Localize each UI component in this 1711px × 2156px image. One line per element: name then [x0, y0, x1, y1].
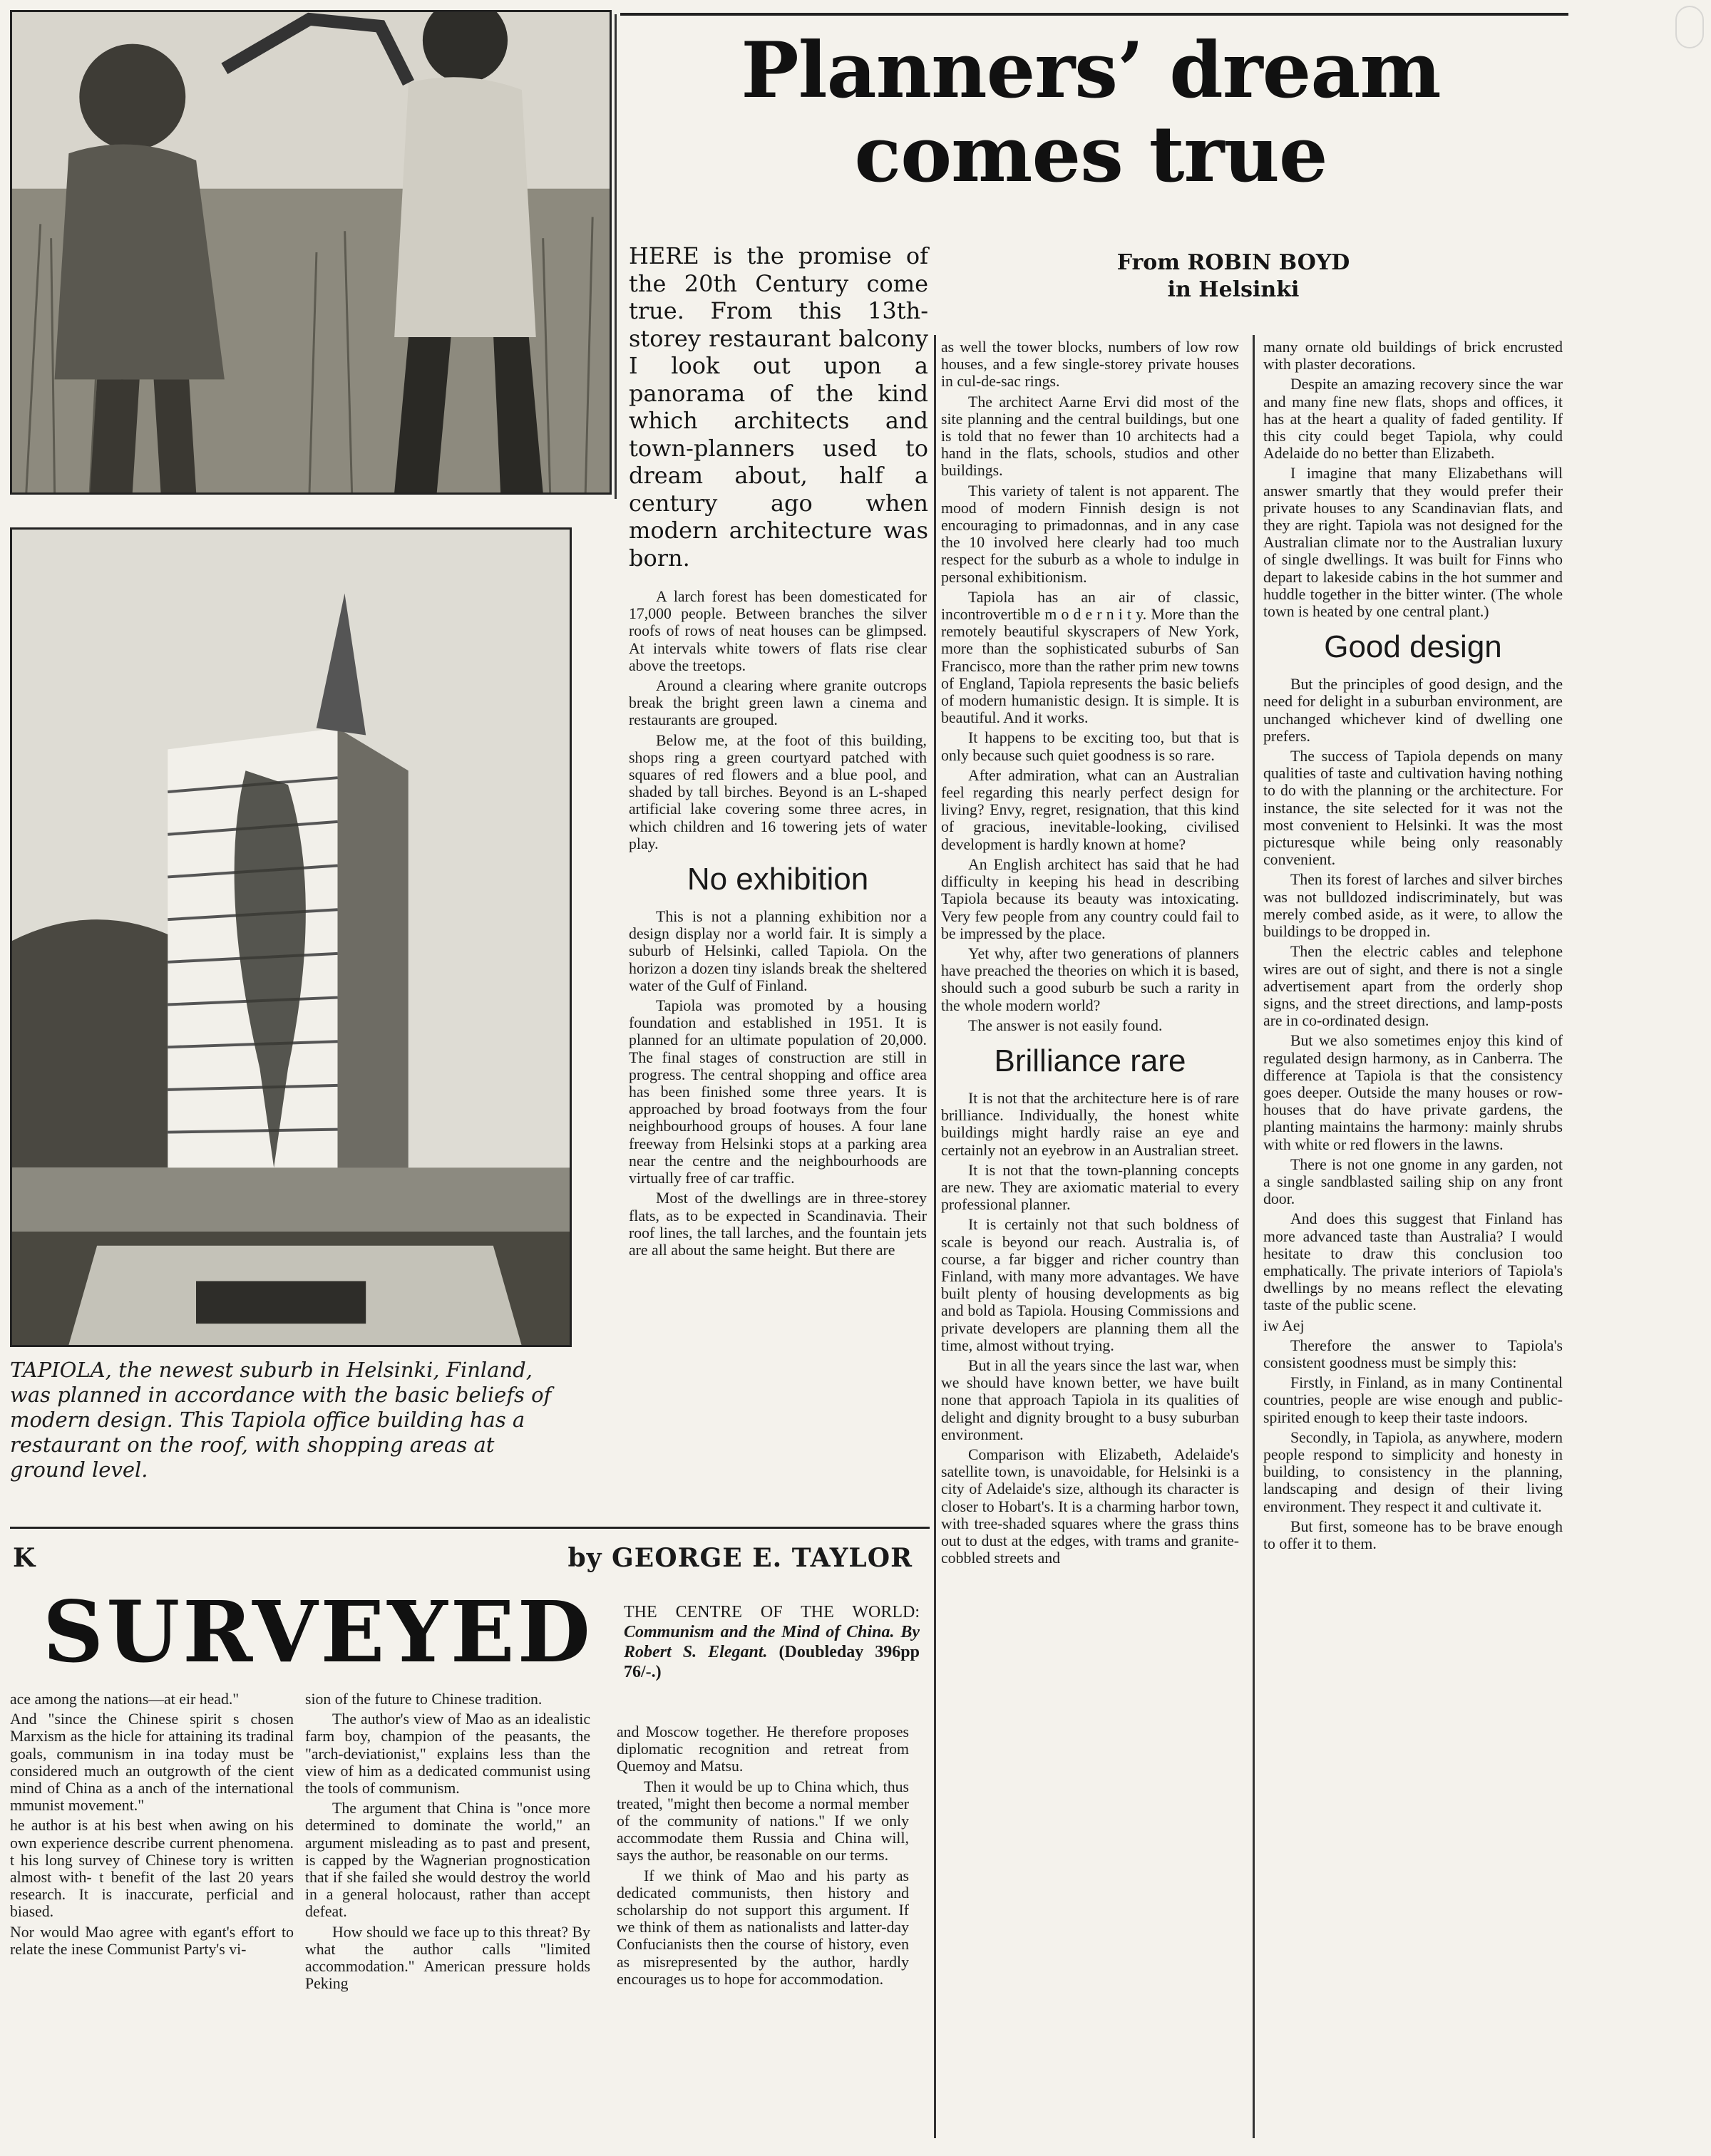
- paragraph: Most of the dwellings are in three-storey flats, as to be expected in Scandinavia. Their roof lines, the tall larches, and the fountain jets are all about the same height. But there are: [629, 1190, 927, 1259]
- author-byline: [1084, 249, 1383, 304]
- review-column-c: [617, 1723, 909, 1991]
- stray-print: iw Aej: [1263, 1316, 1305, 1334]
- headline-line1: Planners’ dream: [741, 26, 1441, 115]
- paragraph: The author's view of Mao as an idealistic farm boy, champion of the peasants, the "arch-deviationist," explains less than the view of him as a dedicated communist using the tools of communism.: [305, 1711, 590, 1797]
- paragraph: ace among the nations—at eir head.": [10, 1691, 240, 1708]
- paragraph: This is not a planning exhibition nor a design display nor a world fair. It is simply a suburb of Helsinki, called Tapiola. On the horizon a dozen tiny islands break the sheltered water of the Gulf of Finland.: [629, 908, 927, 994]
- column-rule: [615, 14, 617, 499]
- paragraph: Secondly, in Tapiola, as anywhere, modern people respond to simplicity and honesty in building, to consistency in the planning, landscaping and design of their living environment. They respect it and cultivate it.: [1263, 1428, 1563, 1515]
- article-column-1: [629, 588, 927, 1262]
- byline-author: From ROBIN BOYD: [1116, 250, 1350, 275]
- review-byline: by GEORGE E. TAYLOR: [567, 1543, 913, 1573]
- paragraph: he author is at his best when awing on his own experience describe current phenomena. t his long survey of Chinese tory is written almost with- t benefit of the last 20 years research. It is inaccurate, perficial and biased.: [10, 1817, 294, 1921]
- paragraph: Then it would be up to China which, thus treated, "might then become a normal member of the community of nations." If we only accommodate them Russia and China will, says the author, be reasonable on our terms.: [617, 1778, 909, 1864]
- paragraph: The architect Aarne Ervi did most of the site planning and the central buildings, but one is told that no fewer than 10 architects had a hand in the flats, schools, studios and other buildings.: [941, 393, 1239, 480]
- paragraph: Yet why, after two generations of planners have preached the theories on which it is based, should such a good suburb be such a rarity in the whole modern world?: [941, 944, 1239, 1014]
- paragraph: But in all the years since the last war, when we should have known better, we have built none that approach Tapiola in its qualities of delight and dignity brought to a busy suburban environment.: [941, 1356, 1239, 1443]
- paragraph: Comparison with Elizabeth, Adelaide's satellite town, is unavoidable, for Helsinki is a city of Adelaide's size, although its character is closer to Hobart's. It is a charming harbor town, with tree-shaded squares where the grass thins out to dust at the edges, with trams and granite-cobbled streets and: [941, 1445, 1239, 1567]
- paragraph: Then the electric cables and telephone wires are out of sight, and there is not a single advertisement apart from the orderly shop signs, and the street directions, and lamp-posts are in co-ordinated design.: [1263, 943, 1563, 1030]
- paragraph: The success of Tapiola depends on many qualities of taste and cultivation having nothing to do with the planning or the architecture. For instance, the site selected for it was not the most convenient to Helsinki. It was the most picturesque while being only reasonably convenient.: [1263, 748, 1563, 869]
- paragraph: Tapiola was promoted by a housing foundation and established in 1951. It is planned for an ultimate population of 20,000. The final stages of construction are still in progress. The central shopping and office area has been finished some three years. It is approached by broad footways from the four neighbourhood groups of houses. A four lane freeway from Helsinki stops at a parking area near the centre and the neighbourhoods are virtually free of car traffic.: [629, 997, 927, 1187]
- paragraph: But first, someone has to be brave enough to offer it to them.: [1263, 1517, 1563, 1552]
- paragraph: But we also sometimes enjoy this kind of regulated design harmony, as in Canberra. The difference at Tapiola is that the consistency goes deeper. Outside the many houses or row-houses that do have private gardens, the planting maintains the harmony: mainly shrubs with white or red flowers in the lawns.: [1263, 1032, 1563, 1153]
- paragraph: Then its forest of larches and silver birches was not bulldozed indiscriminately, but was merely combed aside, as it were, to allow the buildings to be dropped in.: [1263, 871, 1563, 941]
- paragraph: If we think of Mao and his party as dedicated communists, then history and scholarship do not support this argument. If we think of them as nationalists and latter-day Confucianists then the course of history, even as misrepresented by the author, hardly encourages us to hope for accommodation.: [617, 1867, 909, 1988]
- subhead-good-design: Good design: [1324, 629, 1502, 665]
- subhead-no-exhibition: No exhibition: [687, 862, 869, 897]
- paragraph: A larch forest has been domesticated for 17,000 people. Between branches the silver roofs of rows of neat houses can be glimpsed. At intervals white towers of flats rise clear above the treetops.: [629, 588, 927, 674]
- paragraph: I imagine that many Elizabethans will answer smartly that they would prefer their private houses to any Scandinavian flats, and they are right. Tapiola was not designed for the Australian climate nor to the Australian luxury of single dwellings. It was built for Finns who depart to lakeside cabins in the hot summer and huddle together in the bitter winter. (The whole town is heated by one central plant.): [1263, 465, 1563, 621]
- paragraph: Firstly, in Finland, as in many Continental countries, people are wise enough and public-spirited enough to keep their taste indoors.: [1263, 1374, 1563, 1426]
- paragraph: And "since the Chinese spirit s chosen Marxism as the hicle for attaining its tradinal goals, communism in ina today must be considered much an outgrowth of the cient mind of China as a anch of the international mmunist movement.": [10, 1711, 294, 1815]
- paragraph: Therefore the answer to Tapiola's consistent goodness must be simply this:: [1263, 1336, 1563, 1371]
- article-column-3: [1263, 339, 1563, 1555]
- paragraph: and Moscow together. He therefore proposes diplomatic recognition and retreat from Quemoy and Matsu.: [617, 1723, 909, 1775]
- paragraph: There is not one gnome in any garden, not a single sandblasted sailing ship on any front door.: [1263, 1155, 1563, 1208]
- paragraph: sion of the future to Chinese tradition.: [305, 1691, 543, 1708]
- grass-scene-illustration: [12, 12, 610, 492]
- book-title: THE CENTRE OF THE WORLD:: [624, 1603, 920, 1621]
- photo-tapiola-tower: [10, 527, 572, 1347]
- paragraph: The argument that China is "once more determined to dominate the world," an argument misleading as to past and present, is capped by the Wagnerian prognostication that if she failed she would destroy the world in a general holocaust, rather than accept defeat.: [305, 1800, 590, 1921]
- column-rule: [1253, 335, 1255, 2138]
- book-publisher: (Doubleday 396pp 76/-.): [624, 1643, 920, 1681]
- review-kicker: K: [13, 1543, 36, 1573]
- paragraph: It is not that the architecture here is of rare brilliance. Individually, the honest white buildings might hardly raise an eye and certainly not an eyebrow in an Australian street.: [941, 1089, 1239, 1159]
- tapiola-tower-illustration: [12, 530, 570, 1345]
- paragraph: Tapiola has an air of classic, incontrovertible m o d e r n i t y. More than the remotely beautiful skyscrapers of New York, more than the sophisticated suburbs of San Francisco, more than the rather prim new towns of England, Tapiola represents the basic beliefs of modern humanistic design. It is simple. It is beautiful. And it works.: [941, 588, 1239, 727]
- paragraph: Below me, at the foot of this building, shops ring a green courtyard patched with squares of red flowers and a blue pool, and shaded by tall birches. Beyond is an L-shaped artificial lake covering some three acres, in which children and 16 towering jets of water play.: [629, 731, 927, 852]
- headline: [627, 26, 1554, 200]
- book-info: [624, 1602, 920, 1682]
- paragraph: It is not that the town-planning concepts are new. They are axiomatic material to every professional planner.: [941, 1161, 1239, 1214]
- review-rule: [10, 1527, 930, 1529]
- paragraph: An English architect has said that he had difficulty in keeping his head in describing Tapiola because its beauty was intoxicating. Very few people from any country could fail to be impressed by the place.: [941, 855, 1239, 942]
- paragraph: Nor would Mao agree with egant's effort to relate the inese Communist Party's vi-: [10, 1923, 294, 1958]
- scan-edge-mark: [1675, 6, 1704, 48]
- paragraph: Despite an amazing recovery since the war and many fine new flats, shops and offices, it has at the heart a quality of faded gentility. If this city could beget Tapiola, why could Adelaide do no better than Elizabeth.: [1263, 376, 1563, 463]
- intro-paragraph: HERE is the promise of the 20th Century come true. From this 13th-storey restaurant balcony I look out upon a panorama of the kind which architects and town-planners used to dream about, half a century ago when modern architecture was born.: [629, 242, 928, 572]
- headline-line2: comes true: [854, 110, 1327, 200]
- paragraph: It is certainly not that such boldness of scale is beyond our reach. Australia is, of course, a far bigger and richer country than Finland, with many more advantages. We have built plenty of housing developments as big and bold as Tapiola. Housing Commissions and private developers are planning them all the time, almost without trying.: [941, 1216, 1239, 1354]
- paragraph: It happens to be exciting too, but that is only because such quiet goodness is so rare.: [941, 729, 1239, 764]
- paragraph: How should we face up to this threat? By what the author calls "limited accommodation." American pressure holds Peking: [305, 1923, 590, 1993]
- photo-people-in-grass: [10, 10, 612, 495]
- review-column-b: [305, 1691, 590, 1995]
- paragraph: This variety of talent is not apparent. The mood of modern Finnish design is not encouraging to primadonnas, and in any case the 10 involved here clearly had too much respect for the suburb as a whole to indulge in personal exhibitionism.: [941, 482, 1239, 586]
- review-headline: SURVEYED: [43, 1582, 593, 1681]
- column-rule: [934, 335, 936, 2138]
- byline-location: in Helsinki: [1167, 277, 1300, 302]
- paragraph: as well the tower blocks, numbers of low row houses, and a few single-storey private houses in cul-de-sac rings.: [941, 339, 1239, 391]
- paragraph: After admiration, what can an Australian feel regarding this nearly perfect design for living? Envy, regret, resignation, that this kind of gracious, inevitable-looking, civilised development is hardly known at home?: [941, 766, 1239, 853]
- subhead-brilliance-rare: Brilliance rare: [994, 1043, 1186, 1078]
- paragraph: And does this suggest that Finland has more advanced taste than Australia? I would hesitate to draw this conclusion too emphatically. The private interiors of Tapiola's dwellings by no means reflect the elevating taste of the public scene.: [1263, 1210, 1563, 1314]
- photo-caption: TAPIOLA, the newest suburb in Helsinki, Finland, was planned in accordance with the basic beliefs of modern design. This Tapiola office building has a restaurant on the roof, with shopping areas at ground level.: [10, 1358, 552, 1482]
- review-column-a: [10, 1691, 294, 1961]
- top-rule: [620, 13, 1568, 16]
- paragraph: Around a clearing where granite outcrops break the bright green lawn a cinema and restaurants are grouped.: [629, 677, 927, 729]
- paragraph: But the principles of good design, and the need for delight in a suburban environment, are unchanged whichever kind of dwelling one prefers.: [1263, 676, 1563, 745]
- book-subtitle: Communism and the Mind of China. By Robert S. Elegant.: [624, 1623, 920, 1661]
- article-column-2: [941, 339, 1239, 1569]
- paragraph: many ornate old buildings of brick encrusted with plaster decorations.: [1263, 339, 1563, 373]
- paragraph: The answer is not easily found.: [968, 1016, 1163, 1034]
